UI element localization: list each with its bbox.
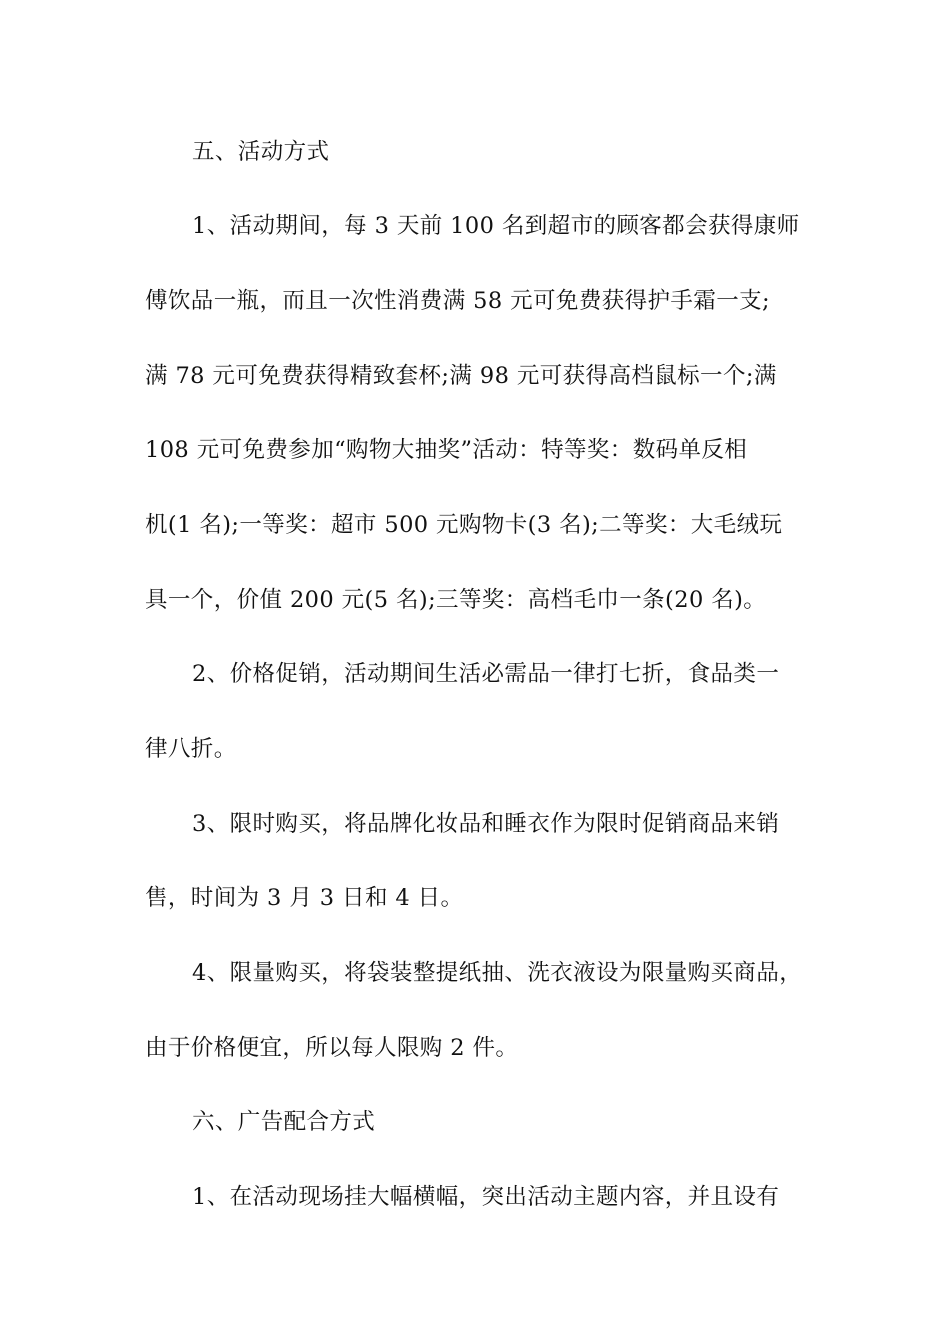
paragraph-line: 3、限时购买，将品牌化妆品和睡衣作为限时促销商品来销: [192, 811, 780, 837]
paragraph-line: 具一个，价值 200 元(5 名);三等奖：高档毛巾一条(20 名)。: [145, 587, 767, 613]
paragraph-line: 机(1 名);一等奖：超市 500 元购物卡(3 名);二等奖：大毛绒玩: [145, 512, 783, 538]
paragraph-line: 1、活动期间，每 3 天前 100 名到超市的顾客都会获得康师: [192, 213, 800, 239]
paragraph-line: 108 元可免费参加“购物大抽奖”活动：特等奖：数码单反相: [145, 437, 748, 463]
section-heading-advertising: 六、广告配合方式: [192, 1109, 376, 1135]
paragraph-line: 2、价格促销，活动期间生活必需品一律打七折，食品类一: [192, 661, 780, 687]
paragraph-line: 4、限量购买，将袋装整提纸抽、洗衣液设为限量购买商品，: [192, 960, 803, 986]
section-heading-activity-method: 五、活动方式: [192, 139, 330, 165]
paragraph-line: 满 78 元可免费获得精致套杯;满 98 元可获得高档鼠标一个;满: [145, 363, 777, 389]
paragraph-line: 售，时间为 3 月 3 日和 4 日。: [145, 885, 464, 911]
paragraph-line: 傅饮品一瓶，而且一次性消费满 58 元可免费获得护手霜一支;: [145, 288, 771, 314]
paragraph-line: 由于价格便宜，所以每人限购 2 件。: [145, 1035, 519, 1061]
paragraph-line: 1、在活动现场挂大幅横幅，突出活动主题内容，并且设有: [192, 1184, 780, 1210]
paragraph-line: 律八折。: [145, 736, 237, 762]
